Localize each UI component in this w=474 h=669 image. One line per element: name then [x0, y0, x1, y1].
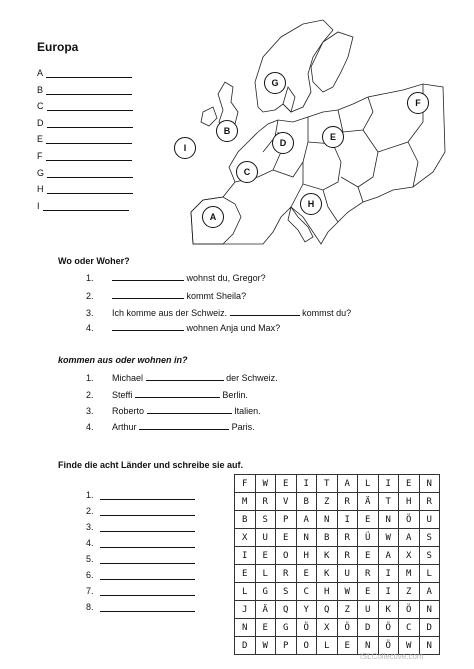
answer-number: 4. — [86, 538, 94, 548]
grid-cell[interactable]: N — [317, 511, 338, 529]
answer-blank[interactable] — [46, 68, 132, 78]
question-text: Paris. — [231, 422, 255, 432]
map-marker-f: F — [407, 92, 429, 114]
grid-cell[interactable]: E — [358, 583, 379, 601]
question-number: 4. — [86, 422, 94, 432]
grid-cell[interactable]: Z — [399, 583, 420, 601]
answer-number: 6. — [86, 570, 94, 580]
answer-blank[interactable] — [47, 184, 133, 194]
letter-label-row — [37, 184, 133, 194]
grid-cell[interactable]: G — [255, 583, 276, 601]
answer-number: 5. — [86, 554, 94, 564]
grid-cell[interactable]: U — [358, 601, 379, 619]
grid-cell[interactable]: I — [378, 475, 399, 493]
grid-cell[interactable]: L — [358, 475, 379, 493]
grid-cell[interactable]: S — [255, 511, 276, 529]
grid-cell[interactable]: L — [419, 565, 440, 583]
grid-cell[interactable]: Q — [317, 601, 338, 619]
grid-cell[interactable]: K — [317, 565, 338, 583]
grid-cell[interactable]: W — [399, 637, 420, 655]
section-kommen-wohnen-title: kommen aus oder wohnen in? — [58, 355, 188, 365]
grid-cell[interactable]: C — [399, 619, 420, 637]
answer-blank[interactable] — [100, 506, 195, 516]
question-1-3 — [86, 307, 351, 318]
letter-label-row — [37, 168, 133, 178]
answer-row — [86, 506, 195, 516]
letter-label: C — [37, 101, 44, 112]
grid-cell[interactable]: Ä — [358, 493, 379, 511]
grid-cell[interactable]: L — [317, 637, 338, 655]
watermark: iSLCollective.com — [360, 652, 424, 661]
letter-label-row — [37, 151, 132, 161]
answer-blank[interactable] — [46, 151, 132, 161]
grid-cell[interactable]: Ö — [337, 619, 358, 637]
grid-row — [235, 601, 440, 619]
grid-cell[interactable]: E — [276, 475, 297, 493]
grid-cell[interactable]: B — [317, 529, 338, 547]
grid-cell[interactable]: N — [296, 529, 317, 547]
letter-label: H — [37, 184, 44, 195]
grid-row — [235, 529, 440, 547]
grid-cell[interactable]: W — [255, 637, 276, 655]
question-number: 1. — [86, 373, 94, 383]
letter-label: E — [37, 134, 44, 145]
answer-row — [86, 522, 195, 532]
question-number: 2. — [86, 291, 94, 301]
letter-label-row — [37, 101, 133, 111]
grid-cell[interactable]: T — [378, 493, 399, 511]
grid-cell[interactable]: O — [296, 637, 317, 655]
answer-blank[interactable] — [100, 538, 195, 548]
answer-blank[interactable] — [100, 570, 195, 580]
grid-cell[interactable]: A — [378, 547, 399, 565]
map-marker-h: H — [300, 193, 322, 215]
answer-blank[interactable] — [147, 405, 232, 414]
question-name: Roberto — [112, 406, 145, 416]
grid-row — [235, 511, 440, 529]
grid-cell[interactable]: X — [317, 619, 338, 637]
answer-number: 7. — [86, 586, 94, 596]
grid-cell[interactable]: R — [337, 529, 358, 547]
grid-cell[interactable]: K — [378, 601, 399, 619]
grid-cell[interactable]: Ö — [296, 619, 317, 637]
grid-cell[interactable]: I — [235, 547, 256, 565]
question-text: der Schweiz. — [226, 373, 278, 383]
grid-cell[interactable]: Q — [276, 601, 297, 619]
question-prefix: Ich komme aus der Schweiz. — [112, 308, 228, 318]
grid-cell[interactable]: D — [419, 619, 440, 637]
grid-cell[interactable]: J — [235, 601, 256, 619]
grid-cell[interactable]: N — [378, 511, 399, 529]
map-marker-a: A — [202, 206, 224, 228]
grid-cell[interactable]: Ö — [378, 637, 399, 655]
grid-cell[interactable]: B — [296, 493, 317, 511]
question-text: wohnst du, Gregor? — [186, 273, 266, 283]
answer-blank[interactable] — [47, 101, 133, 111]
letter-label-row — [37, 68, 132, 78]
answer-blank[interactable] — [46, 85, 132, 95]
grid-row — [235, 475, 440, 493]
answer-blank[interactable] — [47, 118, 133, 128]
grid-row — [235, 583, 440, 601]
grid-cell[interactable]: Ä — [255, 601, 276, 619]
grid-cell[interactable]: R — [358, 565, 379, 583]
question-number: 3. — [86, 406, 94, 416]
grid-cell[interactable]: S — [419, 547, 440, 565]
grid-cell[interactable]: R — [337, 547, 358, 565]
grid-cell[interactable]: Y — [296, 601, 317, 619]
grid-cell[interactable]: K — [317, 547, 338, 565]
grid-cell[interactable]: E — [337, 637, 358, 655]
letter-label-row — [37, 134, 132, 144]
grid-cell[interactable]: H — [399, 493, 420, 511]
grid-cell[interactable]: P — [276, 511, 297, 529]
grid-cell[interactable]: W — [255, 475, 276, 493]
grid-cell[interactable]: F — [235, 475, 256, 493]
grid-cell[interactable]: X — [235, 529, 256, 547]
question-number: 4. — [86, 323, 94, 333]
grid-cell[interactable]: Ö — [399, 601, 420, 619]
grid-cell[interactable]: E — [276, 529, 297, 547]
letter-label-row — [37, 201, 129, 211]
grid-cell[interactable]: B — [235, 511, 256, 529]
map-marker-b: B — [216, 120, 238, 142]
question-text: kommt Sheila? — [186, 291, 247, 301]
answer-row — [86, 602, 195, 612]
grid-cell[interactable]: N — [419, 601, 440, 619]
grid-cell[interactable]: W — [337, 583, 358, 601]
answer-blank[interactable] — [112, 322, 184, 331]
grid-row — [235, 619, 440, 637]
answer-row — [86, 538, 195, 548]
letter-label-row — [37, 85, 132, 95]
grid-cell[interactable]: S — [419, 529, 440, 547]
grid-cell[interactable]: H — [296, 547, 317, 565]
letter-label: I — [37, 200, 40, 211]
grid-cell[interactable]: N — [419, 475, 440, 493]
grid-cell[interactable]: D — [235, 637, 256, 655]
question-1-1 — [86, 272, 266, 283]
grid-cell[interactable]: N — [235, 619, 256, 637]
answer-blank[interactable] — [100, 554, 195, 564]
grid-cell[interactable]: U — [255, 529, 276, 547]
grid-cell[interactable]: H — [317, 583, 338, 601]
answer-number: 8. — [86, 602, 94, 612]
answer-blank[interactable] — [146, 372, 224, 381]
answer-blank[interactable] — [43, 201, 129, 211]
question-1-2 — [86, 290, 246, 301]
answer-blank[interactable] — [100, 522, 195, 532]
letter-label: A — [37, 68, 44, 78]
grid-cell[interactable]: R — [276, 565, 297, 583]
answer-number: 3. — [86, 522, 94, 532]
grid-cell[interactable]: A — [337, 475, 358, 493]
grid-cell[interactable]: E — [255, 619, 276, 637]
grid-cell[interactable]: W — [378, 529, 399, 547]
grid-cell[interactable]: V — [276, 493, 297, 511]
grid-cell[interactable]: C — [296, 583, 317, 601]
answer-blank[interactable] — [100, 602, 195, 612]
grid-cell[interactable]: L — [235, 583, 256, 601]
grid-cell[interactable]: Ö — [378, 619, 399, 637]
map-marker-c: C — [236, 161, 258, 183]
grid-cell[interactable]: R — [337, 493, 358, 511]
question-name: Michael — [112, 373, 144, 383]
question-2-3 — [86, 405, 261, 416]
grid-cell[interactable]: E — [358, 511, 379, 529]
answer-blank[interactable] — [47, 168, 133, 178]
map-marker-d: D — [272, 132, 294, 154]
question-number: 1. — [86, 273, 94, 283]
grid-cell[interactable]: L — [255, 565, 276, 583]
grid-cell[interactable]: R — [419, 493, 440, 511]
question-2-4 — [86, 421, 255, 432]
grid-row — [235, 493, 440, 511]
answer-row — [86, 554, 195, 564]
grid-cell[interactable]: E — [296, 565, 317, 583]
answer-blank[interactable] — [230, 307, 300, 316]
answer-blank[interactable] — [135, 389, 220, 398]
grid-cell[interactable]: I — [337, 511, 358, 529]
answer-blank[interactable] — [100, 490, 195, 500]
grid-cell[interactable]: Z — [337, 601, 358, 619]
grid-cell[interactable]: U — [419, 511, 440, 529]
letter-label: G — [37, 167, 45, 178]
grid-cell[interactable]: R — [255, 493, 276, 511]
grid-cell[interactable]: E — [399, 475, 420, 493]
grid-cell[interactable]: A — [399, 529, 420, 547]
question-name: Arthur — [112, 422, 137, 432]
grid-cell[interactable]: I — [378, 583, 399, 601]
answer-blank[interactable] — [139, 421, 229, 430]
answer-row — [86, 586, 195, 596]
question-number: 3. — [86, 308, 94, 318]
question-1-4 — [86, 322, 280, 333]
question-text: Berlin. — [222, 390, 248, 400]
answer-blank[interactable] — [112, 272, 184, 281]
answer-blank[interactable] — [112, 290, 184, 299]
grid-cell[interactable]: E — [255, 547, 276, 565]
question-text: wohnen Anja und Max? — [186, 323, 281, 333]
grid-cell[interactable]: S — [276, 583, 297, 601]
grid-cell[interactable]: T — [317, 475, 338, 493]
grid-cell[interactable]: E — [358, 547, 379, 565]
grid-row — [235, 565, 440, 583]
answer-number: 2. — [86, 506, 94, 516]
grid-cell[interactable]: N — [358, 637, 379, 655]
grid-cell[interactable]: Ü — [358, 529, 379, 547]
grid-cell[interactable]: N — [419, 637, 440, 655]
grid-cell[interactable]: I — [296, 475, 317, 493]
question-text: Italien. — [234, 406, 261, 416]
question-number: 2. — [86, 390, 94, 400]
grid-cell[interactable]: Ö — [399, 511, 420, 529]
page-title: Europa — [37, 40, 79, 54]
grid-cell[interactable]: D — [358, 619, 379, 637]
grid-cell[interactable]: M — [399, 565, 420, 583]
map-marker-e: E — [322, 126, 344, 148]
question-text: kommst du? — [302, 308, 352, 318]
letter-label: B — [37, 84, 44, 95]
grid-cell[interactable]: I — [378, 565, 399, 583]
answer-number: 1. — [86, 490, 94, 500]
answer-row — [86, 490, 195, 500]
grid-cell[interactable]: E — [235, 565, 256, 583]
grid-cell[interactable]: M — [235, 493, 256, 511]
grid-cell[interactable]: X — [399, 547, 420, 565]
answer-row — [86, 570, 195, 580]
grid-cell[interactable]: Z — [317, 493, 338, 511]
letter-label-row — [37, 118, 133, 128]
question-2-2 — [86, 389, 248, 400]
answer-blank[interactable] — [46, 134, 132, 144]
grid-cell[interactable]: A — [419, 583, 440, 601]
grid-cell[interactable]: O — [276, 547, 297, 565]
grid-cell[interactable]: G — [276, 619, 297, 637]
grid-cell[interactable]: A — [296, 511, 317, 529]
word-search-grid — [234, 474, 440, 655]
map-marker-g: G — [264, 72, 286, 94]
answer-blank[interactable] — [100, 586, 195, 596]
letter-label: D — [37, 117, 44, 128]
question-name: Steffi — [112, 390, 133, 400]
grid-row — [235, 547, 440, 565]
section-laender-title: Finde die acht Länder und schreibe sie auf. — [58, 460, 244, 470]
section-wo-woher-title: Wo oder Woher? — [58, 256, 130, 266]
question-2-1 — [86, 372, 278, 383]
map-marker-i: I — [174, 137, 196, 159]
letter-label: F — [37, 151, 43, 161]
grid-cell[interactable]: U — [337, 565, 358, 583]
grid-cell[interactable]: P — [276, 637, 297, 655]
